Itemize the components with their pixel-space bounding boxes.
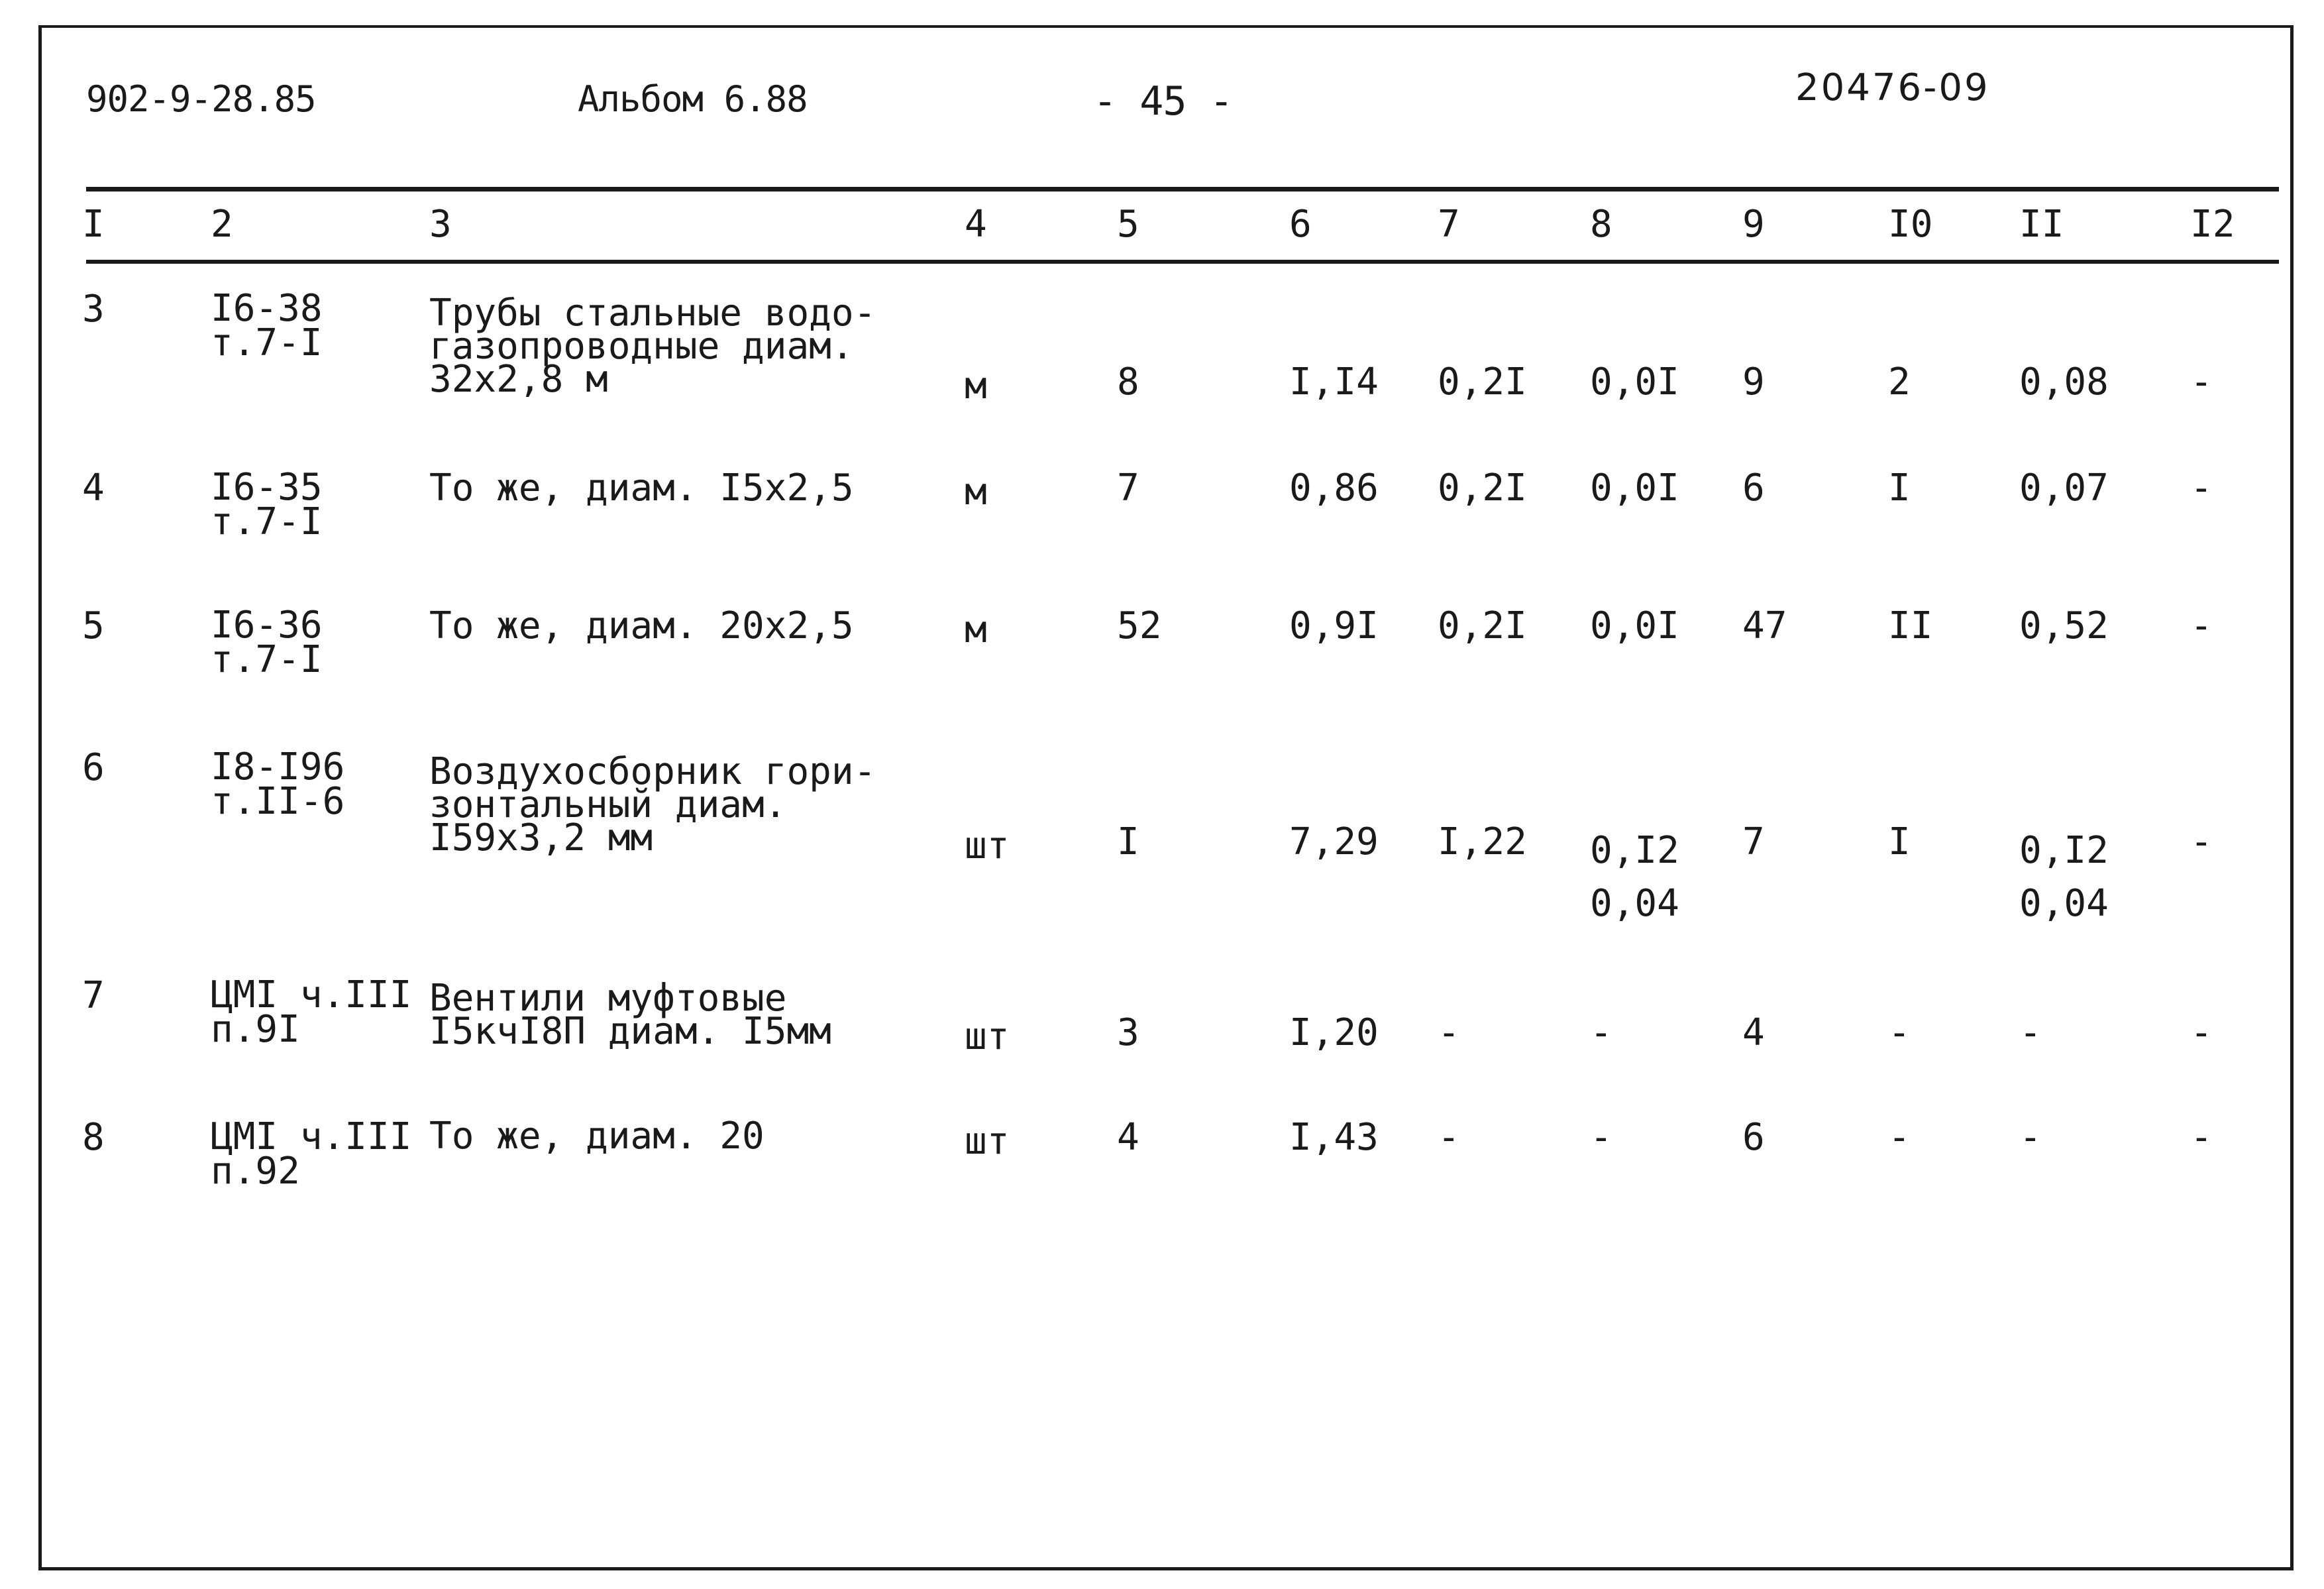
quantity: 8 (1117, 360, 1139, 404)
col6-value: I,I4 (1289, 360, 1379, 404)
col9-value: 7 (1742, 820, 1765, 863)
column-header: 5 (1117, 203, 1139, 246)
col9-value: 9 (1742, 360, 1765, 404)
col9-value: 4 (1742, 1011, 1765, 1054)
quantity: I (1117, 820, 1139, 863)
col6-value: I,20 (1289, 1011, 1379, 1054)
page-number: - 45 - (1093, 78, 1233, 125)
item-description: То же, диам. 20 (429, 1115, 765, 1158)
col7-value: - (1438, 1116, 1460, 1159)
col8-value: 0,0I (1590, 604, 1679, 647)
document-code: 902-9-28.85 (86, 78, 316, 120)
norm-code: I6-36 т.7-I (211, 604, 323, 681)
norm-code: ЦМI ч.III п.9I (211, 973, 412, 1051)
col11-value: - (2019, 1116, 2042, 1159)
norm-code: ЦМI ч.III п.92 (211, 1115, 412, 1193)
item-description: То же, диам. 20х2,5 (429, 604, 854, 647)
col8-value: - (1590, 1011, 1612, 1054)
col8-value: 0,0I (1590, 360, 1679, 404)
column-header: 7 (1438, 203, 1460, 246)
col11-value: 0,52 (2019, 604, 2109, 647)
col12-value: - (2190, 466, 2213, 510)
row-number: 7 (82, 974, 105, 1017)
norm-code: I8-I96 т.II-6 (211, 745, 345, 823)
col11-value: 0,07 (2019, 466, 2109, 510)
column-header: I2 (2190, 203, 2235, 246)
col6-value: 7,29 (1289, 820, 1379, 863)
item-description: Трубы стальные водо- газопроводные диам. 32х2,8 м (429, 292, 876, 401)
page-frame (38, 25, 2294, 1570)
col11-value: 0,I2 0,04 (2019, 829, 2109, 925)
column-header: I (82, 203, 105, 246)
col9-value: 6 (1742, 1116, 1765, 1159)
column-header: 4 (965, 203, 987, 246)
row-number: 4 (82, 466, 105, 510)
column-header: 3 (429, 203, 452, 246)
quantity: 7 (1117, 466, 1139, 510)
col7-value: 0,2I (1438, 360, 1527, 404)
col6-value: 0,9I (1289, 604, 1379, 647)
column-header: 8 (1590, 203, 1612, 246)
col10-value: - (1888, 1011, 1911, 1054)
norm-code: I6-38 т.7-I (211, 287, 323, 364)
archive-number: 20476-09 (1795, 66, 1990, 109)
col12-value: - (2190, 1116, 2213, 1159)
col10-value: - (1888, 1116, 1911, 1159)
column-header: 9 (1742, 203, 1765, 246)
col11-value: - (2019, 1011, 2042, 1054)
item-description: Воздухосборник гори- зонтальный диам. I59х3,2 мм (429, 750, 876, 859)
col7-value: - (1438, 1011, 1460, 1054)
col12-value: - (2190, 820, 2213, 863)
row-number: 6 (82, 746, 105, 789)
col10-value: 2 (1888, 360, 1911, 404)
row-number: 8 (82, 1116, 105, 1159)
unit: м (965, 364, 987, 408)
col9-value: 6 (1742, 466, 1765, 510)
column-header: 6 (1289, 203, 1312, 246)
unit: шт (965, 824, 1010, 867)
unit: шт (965, 1015, 1010, 1058)
item-description: То же, диам. I5х2,5 (429, 466, 854, 510)
row-number: 5 (82, 604, 105, 647)
col12-value: - (2190, 1011, 2213, 1054)
col7-value: 0,2I (1438, 466, 1527, 510)
col6-value: 0,86 (1289, 466, 1379, 510)
col12-value: - (2190, 360, 2213, 404)
col11-value: 0,08 (2019, 360, 2109, 404)
col7-value: I,22 (1438, 820, 1527, 863)
quantity: 52 (1117, 604, 1162, 647)
col10-value: I (1888, 820, 1911, 863)
table-header-rule (86, 260, 2279, 264)
col7-value: 0,2I (1438, 604, 1527, 647)
col12-value: - (2190, 604, 2213, 647)
row-number: 3 (82, 288, 105, 331)
col8-value: 0,I2 0,04 (1590, 829, 1679, 925)
col6-value: I,43 (1289, 1116, 1379, 1159)
unit: м (965, 608, 987, 651)
col10-value: I (1888, 466, 1911, 510)
col9-value: 47 (1742, 604, 1787, 647)
column-header: 2 (211, 203, 233, 246)
quantity: 3 (1117, 1011, 1139, 1054)
col10-value: II (1888, 604, 1933, 647)
unit: м (965, 470, 987, 514)
norm-code: I6-35 т.7-I (211, 466, 323, 543)
unit: шт (965, 1120, 1010, 1163)
column-header: II (2019, 203, 2064, 246)
col8-value: 0,0I (1590, 466, 1679, 510)
quantity: 4 (1117, 1116, 1139, 1159)
table-top-rule (86, 187, 2279, 192)
col8-value: - (1590, 1116, 1612, 1159)
column-header: I0 (1888, 203, 1933, 246)
item-description: Вентили муфтовые I5кчI8П диам. I5мм (429, 977, 831, 1053)
album-label: Альбом 6.88 (578, 78, 808, 120)
